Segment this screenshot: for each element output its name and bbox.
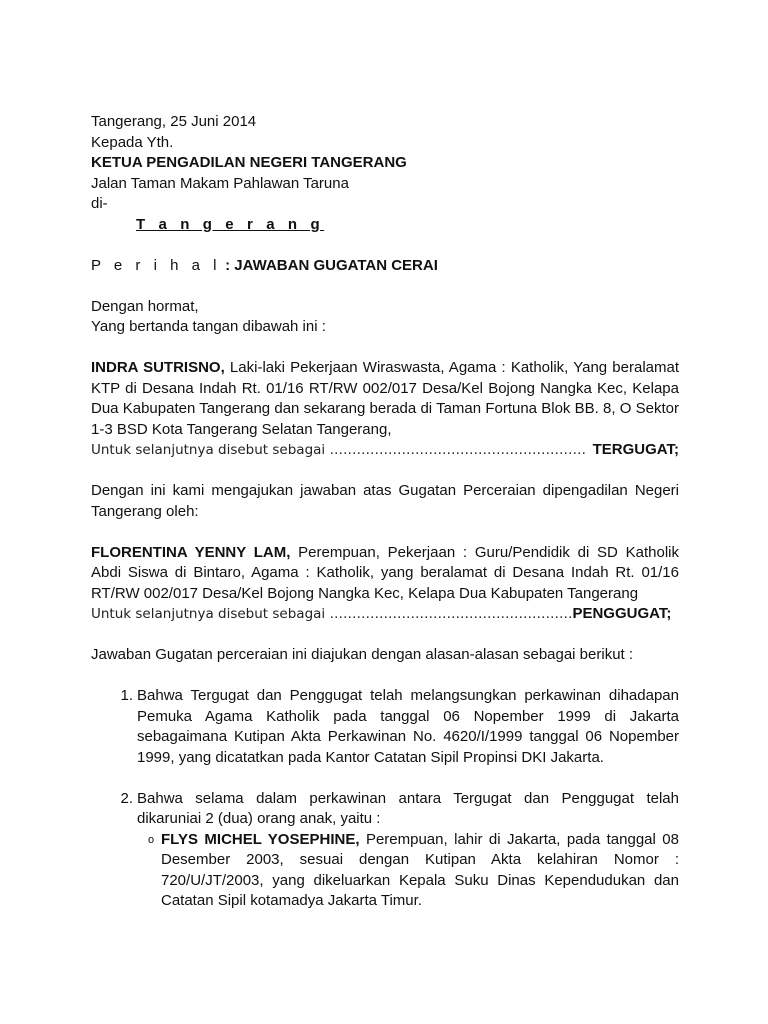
list-item: [91, 686, 679, 768]
addressee: KETUA PENGADILAN NEGERI TANGERANG: [91, 154, 407, 171]
child-bullet: o: [148, 833, 155, 846]
recipient-salutation: Kepada Yth.: [91, 133, 174, 151]
list-item-text: Bahwa Tergugat dan Penggugat telah melangsungkan perkawinan dihadapan Pemuka Agama Katholik pada tanggal 06 Nopember 1999 di Jakarta sebagaimana Kutipan Akta Perkawinan No. 4620/I/1999 tanggal 06 Nopember 1999, yang dicatatkan pada Kantor Catatan Sipil Propinsi DKI Jakarta.: [137, 687, 679, 766]
defendant-name: INDRA SUTRISNO,: [91, 359, 225, 376]
address-city: T a n g e r a n g: [136, 215, 325, 233]
plaintiff-role: PENGGUGAT;: [572, 605, 672, 622]
list-item-number: 2.: [120, 789, 133, 807]
subject-line: [91, 256, 679, 277]
subject-separator: :: [225, 256, 231, 274]
plaintiff-role-line: [91, 604, 679, 625]
subject-value: JAWABAN GUGATAN CERAI: [234, 256, 438, 274]
child-text: [161, 830, 679, 912]
child-name: FLYS MICHEL YOSEPHINE,: [161, 830, 360, 848]
plaintiff-details: Perempuan, Pekerjaan : Guru/Pendidik di SD Katholik Abdi Siswa di Bintaro, Agama : Katholik, yang beralamat di Desana Indah Rt. 01/16 RT/RW 002/017 Desa/Kel Bojong Nangka Kec, Kelapa Dua Kabupaten Tangerang: [91, 543, 680, 602]
reasons-intro: Jawaban Gugatan perceraian ini diajukan dengan alasan-alasan sebagai berikut :: [91, 646, 634, 663]
intro: Yang bertanda tangan dibawah ini :: [91, 318, 326, 335]
list-item: [91, 789, 679, 912]
transition-paragraph: Dengan ini kami mengajukan jawaban atas Gugatan Perceraian dipengadilan Negeri Tangerang oleh:: [91, 482, 679, 520]
address-di: di-: [91, 195, 108, 212]
letter-body: [91, 112, 679, 912]
plaintiff-name: FLORENTINA YENNY LAM,: [91, 543, 291, 561]
defendant-details: Laki-laki Pekerjaan Wiraswasta, Agama : Katholik, Yang beralamat KTP di Desana Indah Rt. 01/16 RT/RW 002/017 Desa/Kel Bojong Nangka Kec, Kelapa Dua Kabupaten Tangerang dan sekarang berada di Taman Fortuna Blok BB. 8, O Sektor 1-3 BSD Kota Tangerang Selatan Tangerang,: [91, 359, 680, 438]
greeting: Dengan hormat,: [91, 297, 199, 315]
plaintiff-paragraph: [91, 543, 679, 605]
reasons-list: [91, 686, 679, 912]
defendant-role-line: [91, 440, 679, 461]
defendant-role: TERGUGAT;: [592, 441, 679, 458]
place-date: Tangerang, 25 Juni 2014: [91, 113, 257, 130]
list-item-text: Bahwa selama dalam perkawinan antara Tergugat dan Penggugat telah dikaruniai 2 (dua) orang anak, yaitu :: [137, 789, 679, 827]
subject-label: P e r i h a l: [91, 256, 221, 274]
defendant-role-lead: Untuk selanjutnya disebut sebagai …………………………………………………: [91, 442, 586, 458]
defendant-paragraph: [91, 358, 679, 440]
address-street: Jalan Taman Makam Pahlawan Taruna: [91, 174, 349, 192]
list-item-number: 1.: [120, 687, 133, 704]
child-item: [137, 830, 679, 912]
plaintiff-role-lead: Untuk selanjutnya disebut sebagai ………………………………………………: [91, 606, 573, 622]
child-details: Perempuan, lahir di Jakarta, pada tanggal 08 Desember 2003, sesuai dengan Kutipan Akta kelahiran Nomor : 720/U/JT/2003, yang dikeluarkan Kepala Suku Dinas Kependudukan dan Catatan Sipil kotamadya Jakarta Timur.: [161, 830, 679, 909]
